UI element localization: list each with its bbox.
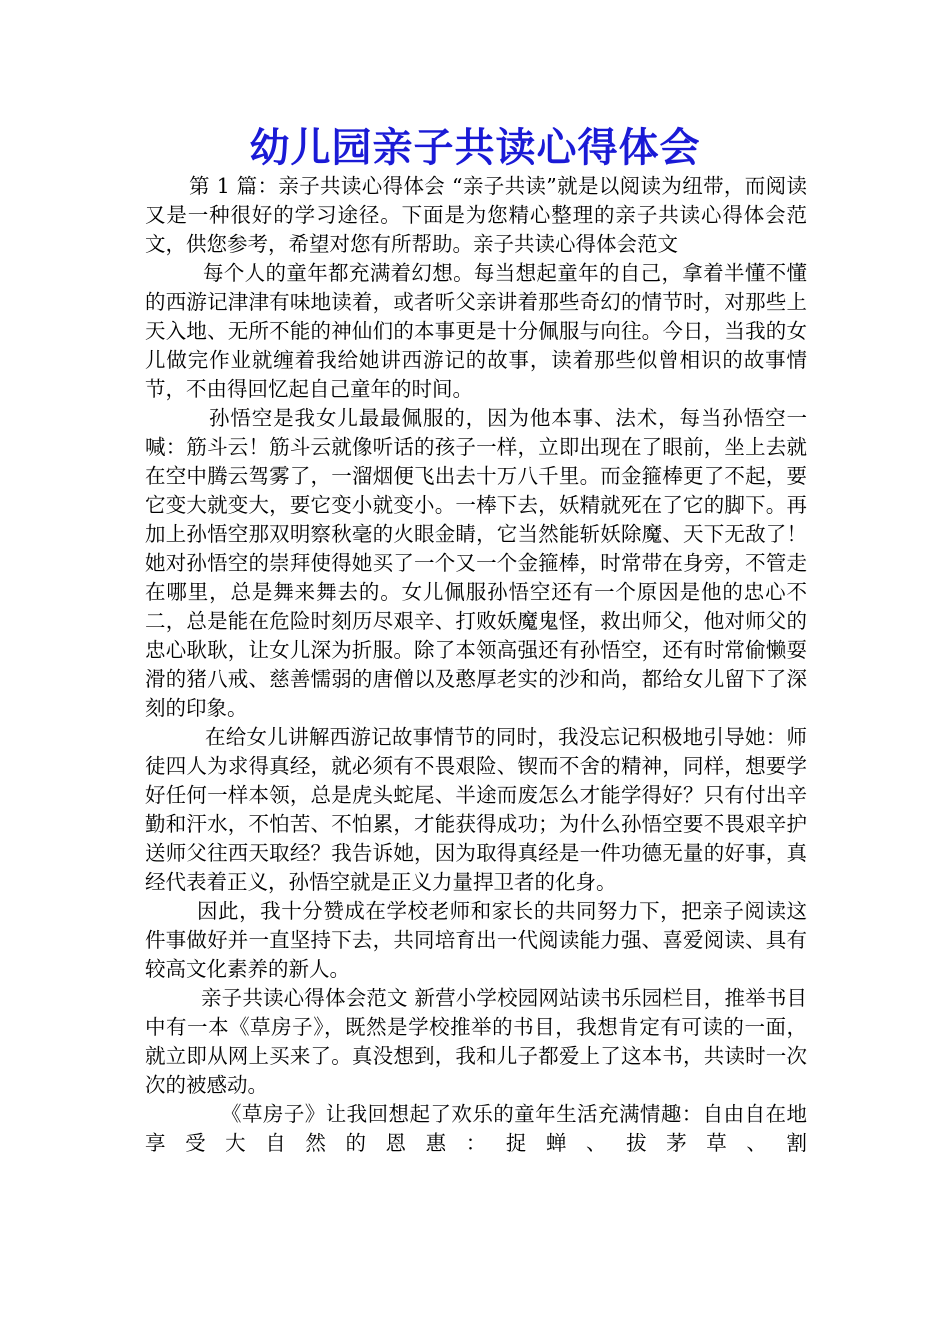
paragraph-conclusion: 因此，我十分赞成在学校老师和家长的共同努力下，把亲子阅读这件事做好并一直坚持下去，共同培育出一代阅读能力强、喜爱阅读、具有较高文化素养的新人。 (145, 899, 807, 981)
paragraph-sun-wukong: 孙悟空是我女儿最最佩服的，因为他本事、法术，每当孙悟空一喊：筋斗云！筋斗云就像听话的孩子一样，立即出现在了眼前，坐上去就在空中腾云驾雾了，一溜烟便飞出去十万八千里。而金箍棒更了不起，要它变大就变大，要它变小就变小。一棒下去，妖精就死在了它的脚下。再加上孙悟空那双明察秋毫的火眼金睛，它当然能斩妖除魔、天下无敌了！她对孙悟空的崇拜使得她买了一个又一个金箍棒，时常带在身旁，不管走在哪里，总是舞来舞去的。女儿佩服孙悟空还有一个原因是他的忠心不二，总是能在危险时刻历尽艰辛、打败妖魔鬼怪，救出师父，他对师父的忠心耿耿，让女儿深为折服。除了本领高强还有孙悟空，还有时常偷懒耍滑的猪八戒、慈善懦弱的唐僧以及憨厚老实的沙和尚，都给女儿留下了深刻的印象。 (145, 406, 807, 720)
document-body (145, 172, 807, 1158)
paragraph-cao-fang-zi: 《草房子》让我回想起了欢乐的童年生活充满情趣：自由自在地享受大自然的恩惠：捉蝉、拔茅草、割 (145, 1102, 807, 1155)
paragraph-intro: 第 1 篇：亲子共读心得体会 “亲子共读”就是以阅读为纽带，而阅读又是一种很好的学习途径。下面是为您精心整理的亲子共读心得体会范文，供您参考，希望对您有所帮助。亲子共读心得体会范文 (145, 174, 807, 256)
paragraph-childhood: 每个人的童年都充满着幻想。每当想起童年的自己，拿着半懂不懂的西游记津津有味地读着，或者听父亲讲着那些奇幻的情节时，对那些上天入地、无所不能的神仙们的本事更是十分佩服与向往。今日，当我的女儿做完作业就缠着我给她讲西游记的故事，读着那些似曾相识的故事情节，不由得回忆起自己童年的时间。 (145, 261, 807, 401)
paragraph-sample-two: 亲子共读心得体会范文 新营小学校园网站读书乐园栏目，推举书目中有一本《草房子》，既然是学校推举的书目，我想肯定有可读的一面，就立即从网上买来了。真没想到，我和儿子都爱上了这本书，共读时一次次的被感动。 (145, 986, 807, 1097)
page-title: 幼儿园亲子共读心得体会 (249, 125, 701, 171)
paragraph-guidance: 在给女儿讲解西游记故事情节的同时，我没忘记积极地引导她：师徒四人为求得真经，就必须有不畏艰险、锲而不舍的精神，同样，想要学好任何一样本领，总是虎头蛇尾、半途而废怎么才能学得好？只有付出辛勤和汗水，不怕苦、不怕累，才能获得成功；为什么孙悟空要不畏艰辛护送师父往西天取经？我告诉她，因为取得真经是一件功德无量的好事，真经代表着正义，孙悟空就是正义力量捍卫者的化身。 (145, 725, 807, 894)
